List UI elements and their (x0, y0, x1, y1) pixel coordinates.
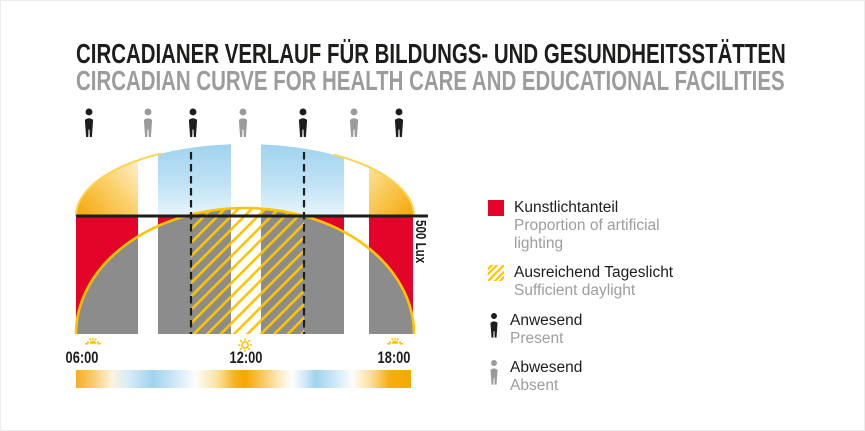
legend-sublabel: Sufficient daylight (514, 282, 636, 299)
legend-item-absent (488, 358, 582, 395)
legend-label: Anwesend (510, 312, 583, 329)
yellow-hatch-swatch (488, 265, 504, 281)
legend-label: Ausreichend Tageslicht (514, 264, 674, 281)
person-icon (299, 109, 307, 138)
person-icon (189, 109, 197, 138)
person-icon (85, 109, 93, 138)
page-subtitle: CIRCADIAN CURVE FOR HEALTH CARE AND EDUCATIONAL FACILITIES (76, 65, 785, 96)
legend-label: Kunstlichtanteil (514, 199, 619, 216)
legend-sublabel: Present (510, 330, 564, 347)
time-label-06: 06:00 (65, 349, 99, 368)
color-temperature-bar (76, 370, 411, 388)
person-icon (144, 109, 152, 138)
person-icon (350, 109, 358, 138)
circadian-chart (1, 1, 864, 430)
red-square-swatch (488, 200, 504, 216)
light-color-fills (76, 144, 414, 216)
sunset-icon (387, 338, 403, 344)
person-icon (395, 109, 403, 138)
time-label-18: 18:00 (377, 349, 411, 368)
legend-sublabel: Proportion of artificial lighting (514, 217, 660, 252)
sunrise-icon (85, 338, 101, 344)
person-icon (239, 109, 247, 138)
legend-item-artificial (488, 198, 692, 253)
legend-label: Abwesend (510, 359, 583, 376)
legend-item-daylight (488, 263, 673, 300)
page-title: CIRCADIANER VERLAUF FÜR BILDUNGS- UND GESUNDHEITSSTÄTTEN (76, 38, 786, 69)
person-present-icon (488, 313, 500, 338)
person-absent-icon (488, 360, 500, 385)
legend-item-present (488, 311, 582, 348)
legend-sublabel: Absent (510, 377, 559, 394)
time-label-12: 12:00 (229, 349, 263, 368)
lux-label: 500 Lux (412, 220, 430, 264)
occupancy-row (85, 109, 403, 138)
